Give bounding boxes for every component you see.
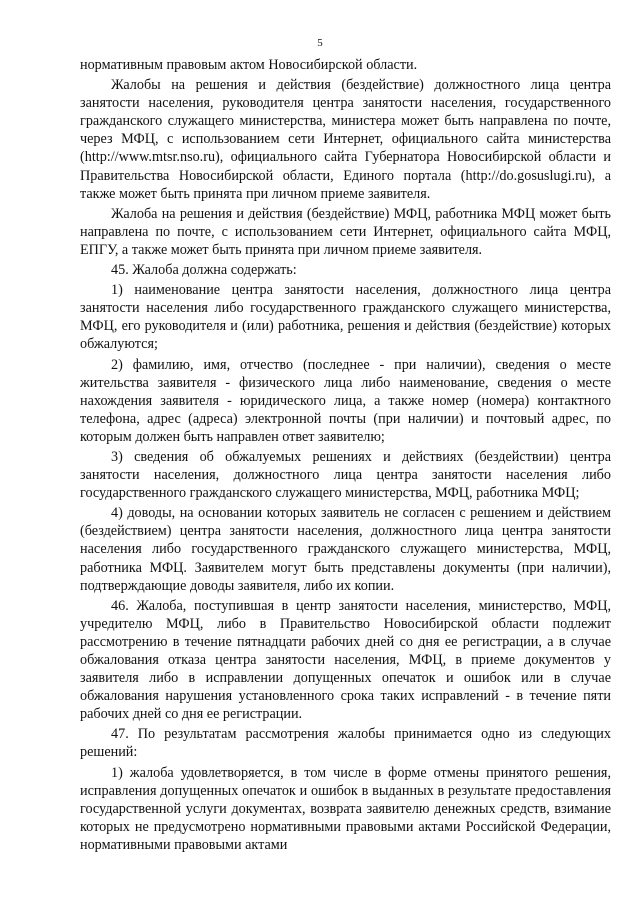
page-number: 5 — [317, 37, 323, 49]
paragraph-47-heading: 47. По результатам рассмотрения жалобы принимается одно из следующих решений: — [80, 726, 611, 761]
paragraph-complaint-channels: Жалобы на решения и действия (бездействие) должностного лица центра занятости населения, руководителя центра занятости населения, государственного гражданского служащего министерства, министера может быть направлена по почте, через МФЦ, с использованием сети Интернет, официального сайта министерства (http://www.mtsr.nso.ru), официального сайта Губернатора Новосибирской области и Правительства Новосибирской области, Единого портала (http://do.gosuslugi.ru), а также может быть принята при личном приеме заявителя. — [80, 77, 611, 202]
paragraph-mfc-complaint: Жалоба на решения и действия (бездействие) МФЦ, работника МФЦ может быть направлена по почте, с использованием сети Интернет, официального сайта МФЦ, ЕПГУ, а также может быть принята при личном приеме заявителя. — [80, 205, 611, 258]
list-item-45-2: 2) фамилию, имя, отчество (последнее - при наличии), сведения о месте жительства заявителя - физического лица либо наименование, сведения о месте нахождения заявителя - юридического лица, а также номер (номера) контактного телефона, адрес (адреса) электронной почты (при наличии) и почтовый адрес, по которым должен быть направлен ответ заявителю; — [80, 356, 611, 445]
list-item-47-1: 1) жалоба удовлетворяется, в том числе в форме отмены принятого решения, исправления допущенных опечаток и ошибок в выданных в результате предоставления государственной услуги документах, возврата заявителю денежных средств, взимание которых не предусмотрено нормативными правовыми актами Российской Федерации, нормативными правовыми актами — [80, 764, 611, 853]
paragraph-46: 46. Жалоба, поступившая в центр занятости населения, министерство, МФЦ, учредителю МФЦ, либо в Правительство Новосибирской области подлежит рассмотрению в течение пятнадцати рабочих дней со дня ее регистрации, а в случае обжалования отказа центра занятости населения, МФЦ, в приеме документов у заявителя либо в исправлении допущенных опечаток и ошибок или в случае обжалования нарушения установленного срока таких исправлений - в течение пяти рабочих дней со дня ее регистрации. — [80, 597, 611, 723]
list-item-45-3: 3) сведения об обжалуемых решениях и действиях (бездействии) центра занятости населения, должностного лица центра занятости населения либо государственного гражданского служащего министерства, МФЦ, работника МФЦ; — [80, 448, 611, 502]
paragraph-continuation: нормативным правовым актом Новосибирской области. — [80, 57, 418, 73]
paragraph-45-heading: 45. Жалоба должна содержать: — [111, 262, 297, 279]
body-text — [80, 56, 611, 854]
list-item-45-4: 4) доводы, на основании которых заявитель не согласен с решением и действием (бездействием) центра занятости населения, должностного лица центра занятости населения либо государственного гражданского служащего министерства, МФЦ, работника МФЦ. Заявителем могут быть представлены документы (при наличии), подтверждающие доводы заявителя, либо их копии. — [80, 505, 611, 594]
list-item-45-1: 1) наименование центра занятости населения, должностного лица центра занятости населения либо государственного гражданского служащего министерства, МФЦ, его руководителя и (или) работника, решения и действия (бездействие) которых обжалуются; — [80, 282, 611, 353]
